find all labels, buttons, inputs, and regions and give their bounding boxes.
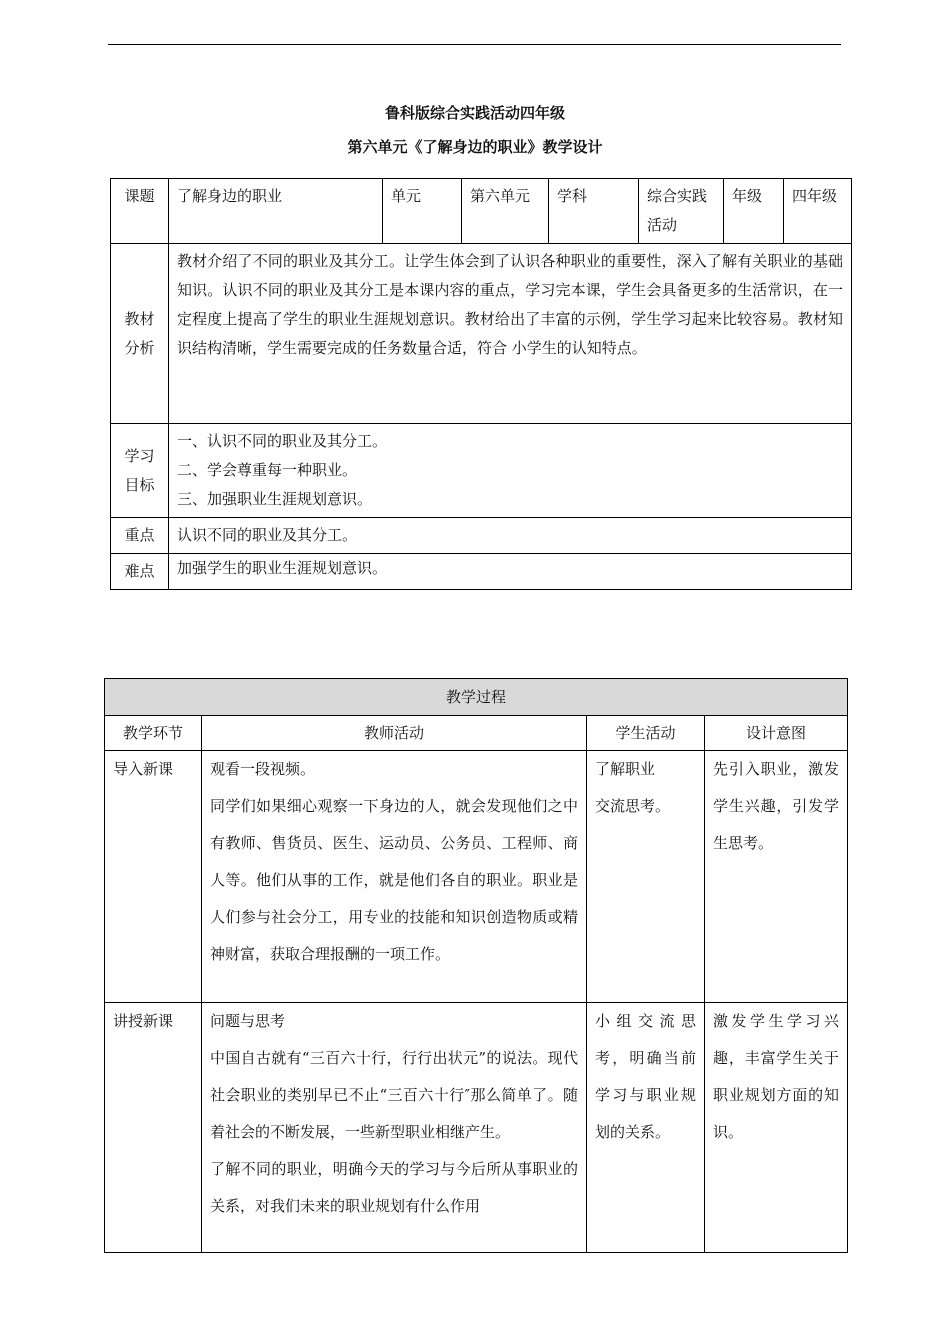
student-activity-cell bbox=[587, 751, 705, 1003]
analysis-text: 教材介绍了不同的职业及其分工。让学生体会到了认识各种职业的重要性，深入了解有关职业的基础知识。认识不同的职业及其分工是本课内容的重点，学习完本课，学生会具备更多的生活常识，在一定程度上提高了学生的职业生涯规划意识。教材给出了丰富的示例，学生学习起来比较容易。教材知识结构清晰，学生需要完成的任务数量合适，符合 小学生的认知特点。 bbox=[169, 244, 852, 424]
design-intent-cell: 先引入职业，激发学生兴趣，引发学生思考。 bbox=[705, 751, 848, 1003]
unit-label: 单元 bbox=[383, 179, 462, 244]
goal-item: 三、加强职业生涯规划意识。 bbox=[177, 490, 373, 508]
table-row bbox=[105, 1003, 848, 1253]
column-header-teacher: 教师活动 bbox=[202, 716, 587, 751]
column-header-stage: 教学环节 bbox=[105, 716, 202, 751]
document-title: 鲁科版综合实践活动四年级 bbox=[384, 104, 565, 122]
subject-value: 综合实践活动 bbox=[639, 179, 724, 244]
topic-value: 了解身边的职业 bbox=[169, 179, 383, 244]
grade-label: 年级 bbox=[724, 179, 784, 244]
teaching-process-table bbox=[104, 678, 848, 1253]
student-paragraph: 了解职业 bbox=[595, 760, 656, 778]
column-header-student: 学生活动 bbox=[587, 716, 705, 751]
teacher-paragraph: 同学们如果细心观察一下身边的人，就会发现他们之中有教师、售货员、医生、运动员、公务员、工程师、商人等。他们从事的工作，就是他们各自的职业。职业是人们参与社会分工，用专业的技能和知识创造物质或精神财富，获取合理报酬的一项工作。 bbox=[210, 797, 578, 963]
student-paragraph: 交流思考。 bbox=[595, 797, 671, 815]
difficult-point-text: 加强学生的职业生涯规划意识。 bbox=[169, 554, 852, 590]
teacher-activity-cell bbox=[202, 751, 587, 1003]
difficult-point-label: 难点 bbox=[111, 554, 169, 590]
unit-value: 第六单元 bbox=[462, 179, 549, 244]
table-row bbox=[105, 751, 848, 1003]
teacher-paragraph: 了解不同的职业，明确今天的学习与今后所从事职业的关系，对我们未来的职业规划有什么作用 bbox=[210, 1160, 578, 1215]
goal-item: 一、认识不同的职业及其分工。 bbox=[177, 432, 388, 450]
column-header-intent: 设计意图 bbox=[705, 716, 848, 751]
teacher-paragraph: 中国自古就有“三百六十行，行行出状元”的说法。现代社会职业的类别早已不止“三百六十行″那么简单了。随着社会的不断发展，一些新型职业相继产生。 bbox=[210, 1049, 578, 1141]
key-point-label: 重点 bbox=[111, 518, 169, 554]
teacher-paragraph: 观看一段视频。 bbox=[210, 760, 316, 778]
header-rule bbox=[108, 44, 841, 45]
grade-value: 四年级 bbox=[784, 179, 852, 244]
student-activity-cell bbox=[587, 1003, 705, 1253]
teacher-activity-cell bbox=[202, 1003, 587, 1253]
topic-label: 课题 bbox=[111, 179, 169, 244]
stage-cell: 导入新课 bbox=[105, 751, 202, 1003]
key-point-text: 认识不同的职业及其分工。 bbox=[169, 518, 852, 554]
goal-item: 二、学会尊重每一种职业。 bbox=[177, 461, 358, 479]
stage-cell: 讲授新课 bbox=[105, 1003, 202, 1253]
teacher-paragraph: 问题与思考 bbox=[210, 1012, 286, 1030]
goals-label: 学习目标 bbox=[111, 424, 169, 518]
design-intent-cell: 激发学生学习兴趣，丰富学生关于职业规划方面的知识。 bbox=[705, 1003, 848, 1253]
lesson-info-table bbox=[110, 178, 852, 590]
document-subtitle: 第六单元《了解身边的职业》教学设计 bbox=[347, 138, 603, 156]
analysis-label: 教材分析 bbox=[111, 244, 169, 424]
goals-list bbox=[169, 424, 852, 518]
subject-label: 学科 bbox=[549, 179, 639, 244]
student-paragraph: 小组交流思考，明确当前学习与职业规划的关系。 bbox=[595, 1012, 696, 1141]
process-header: 教学过程 bbox=[105, 679, 848, 716]
